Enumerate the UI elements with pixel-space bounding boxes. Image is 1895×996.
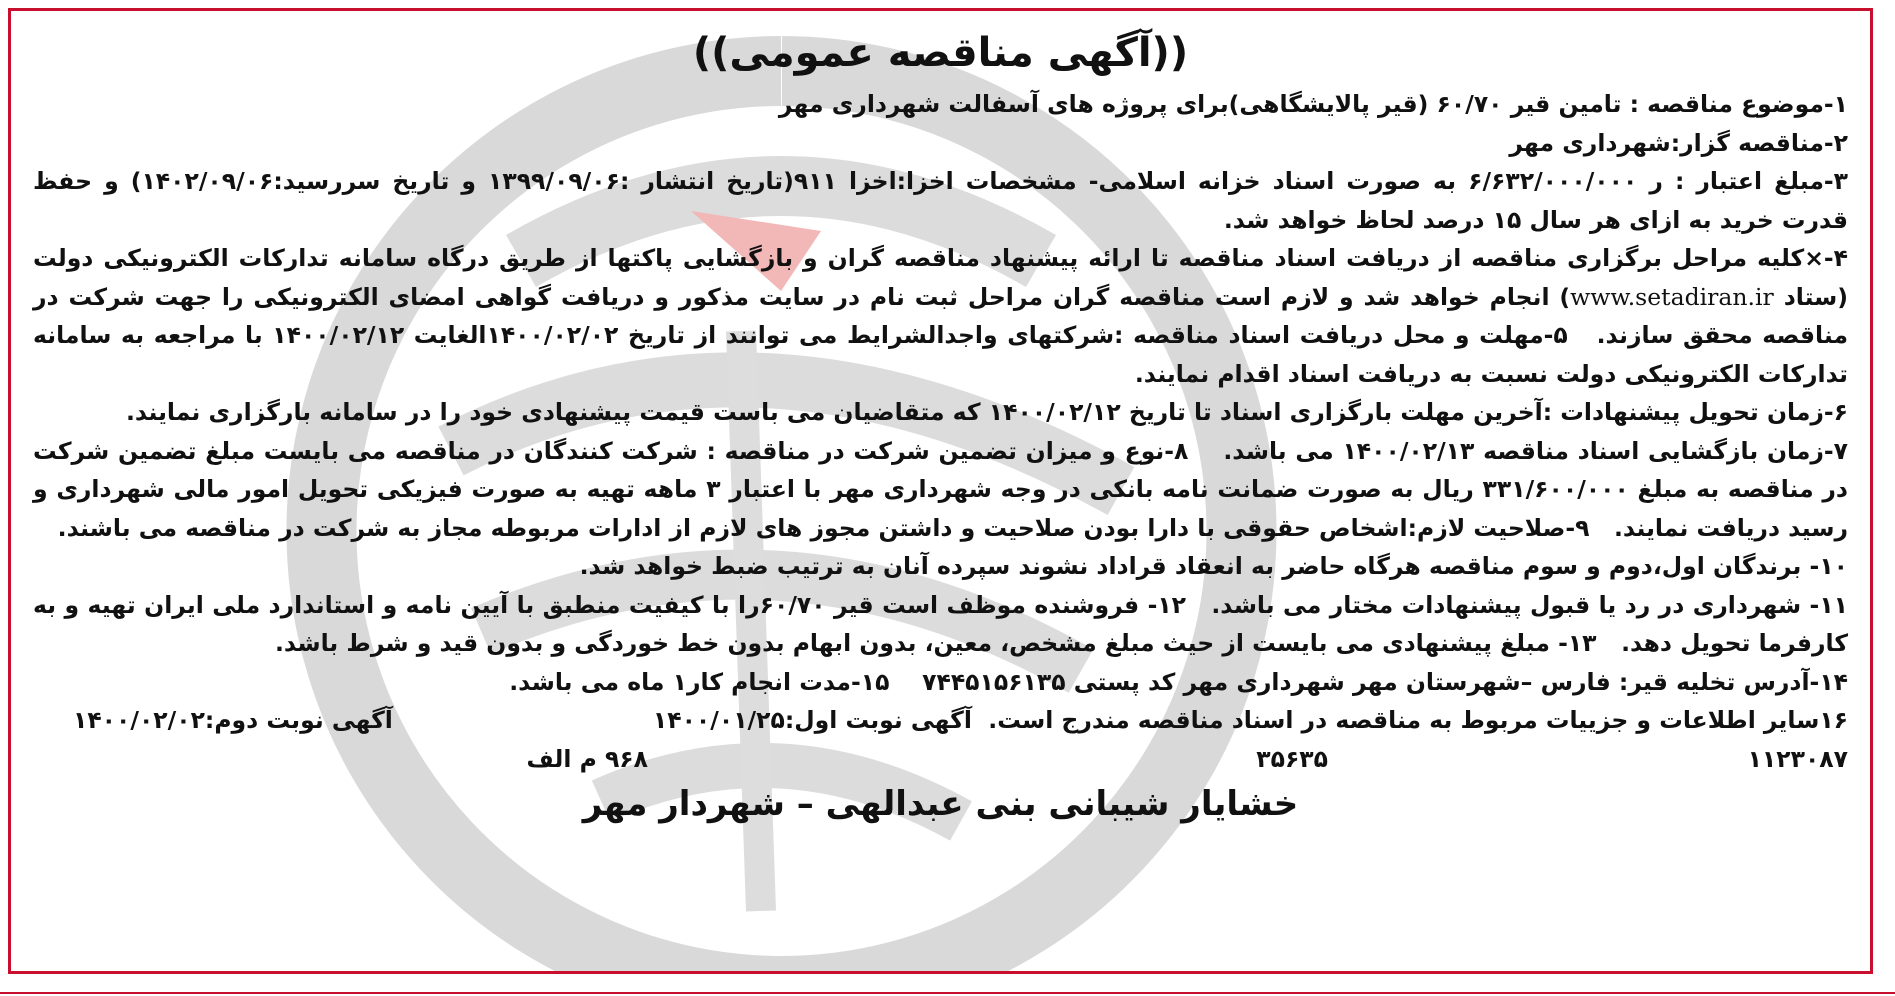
- item-11-13-conditions: [33, 586, 1848, 663]
- item-1-subject: ۱-موضوع مناقصه : تامین قیر ۶۰/۷۰ (قیر پالایشگاهی)برای پروژه های آسفالت شهرداری مهر: [778, 90, 1848, 118]
- bottom-divider: [0, 992, 1895, 994]
- item-9-qualification: ۹-صلاحیت لازم:اشخاص حقوقی با دارا بودن صلاحیت و داشتن مجوز های لازم از ادارات مربوطه مجاز به شرکت در مناقصه می باشند.: [57, 513, 1590, 542]
- item-14-15-address: [33, 663, 1848, 702]
- first-notice-date: آگهی نوبت اول:۱۴۰۰/۰۱/۲۵: [652, 706, 972, 734]
- item-14-address: ۱۴-آدرس تخلیه قیر: فارس –شهرستان مهر شهرداری مهر کد پستی ۷۴۴۵۱۵۶۱۳۵: [922, 667, 1848, 696]
- signature: خشایار شیبانی بنی عبدالهی – شهردار مهر: [582, 783, 1299, 824]
- item-13-offer: ۱۳- مبلغ پیشنهادی می بایست از حیث مبلغ مشخص، معین، بدون ابهام بدون خط خوردگی و بدون قید و شرط باشد.: [274, 629, 1597, 657]
- second-notice-date: آگهی نوبت دوم:۱۴۰۰/۰۲/۰۲: [73, 706, 393, 734]
- reference-codes-row: [33, 740, 1848, 778]
- item-5-deadline: ۵-مهلت و محل دریافت اسناد مناقصه :شرکتهای واجدالشرایط می توانند از تاریخ ۱۴۰۰/۰۲/۰۲الغایت ۱۴۰۰/۰۲/۱۲ با مراجعه به سامانه تدارکات الکترونیکی دولت نسبت به دریافت اسناد اقدام نمایند.: [33, 321, 1848, 388]
- item-12-seller: ۱۲- فروشنده موظف است قیر ۶۰/۷۰را با کیفیت منطبق با آیین نامه و استاندارد ملی ایران تهیه و به کارفرما تحویل دهد.: [33, 590, 1848, 657]
- reference-code-2: ۳۵۶۳۵: [1256, 744, 1328, 773]
- item-11-rights: ۱۱- شهرداری در رد یا قبول پیشنهادات مختار می باشد.: [1211, 590, 1848, 619]
- reference-code-3: ۹۶۸ م الف: [526, 744, 648, 773]
- item-2-tenderer: ۲-مناقصه گزار:شهرداری مهر: [1509, 128, 1848, 157]
- item-7-opening: ۷-زمان بازگشایی اسناد مناقصه ۱۴۰۰/۰۲/۱۳ می باشد.: [1223, 436, 1849, 465]
- item-7-9-opening-guarantee: [33, 432, 1848, 548]
- notice-frame: [8, 8, 1873, 974]
- reference-code-1: ۱۱۲۳۰۸۷: [1747, 744, 1848, 773]
- item-8-guarantee: ۸-نوع و میزان تضمین شرکت در مناقصه : شرکت کنندگان در مناقصه می بایست مبلغ تضمین شرکت در مناقصه به مبلغ ۳۳۱/۶۰۰/۰۰۰ ریال به صورت ضمانت نامه بانکی در وجه شهرداری مهر با اعتبار ۳ ماهه تهیه به صورت فیزیکی تحویل امور مالی شهرداری و رسید دریافت نمایند.: [33, 436, 1848, 542]
- item-4-5-procedure: [33, 239, 1848, 393]
- item-16-text: ۱۶سایر اطلاعات و جزییات مربوط به مناقصه در اسناد مناقصه مندرج است.: [988, 706, 1848, 734]
- setadiran-url: www.setadiran.ir: [1570, 282, 1774, 311]
- notice-content: [33, 21, 1848, 830]
- item-4-text-start: ۴-×کلیه مراحل برگزاری مناقصه از دریافت اسناد مناقصه تا ارائه پیشنهاد مناقصه گران و بازگشایی پاکتها از طریق درگاه سامانه تدارکات الکترونیکی دولت (ستاد: [33, 244, 1849, 311]
- item-16-details: [653, 701, 1848, 740]
- item-15-duration: ۱۵-مدت انجام کار۱ ماه می باشد.: [509, 667, 890, 696]
- item-3-budget: ۳-مبلغ اعتبار : ر ۶/۶۳۲/۰۰۰/۰۰۰ به صورت اسناد خزانه اسلامی- مشخصات اخزا:اخزا ۹۱۱(تاریخ انتشار :۱۳۹۹/۰۹/۰۶ و تاریخ سررسید:۱۴۰۲/۰۹/۰۶) و حفظ قدرت خرید به ازای هر سال ۱۵ درصد لحاظ خواهد شد.: [33, 167, 1848, 234]
- notice-dates-row: [33, 701, 1848, 740]
- item-10-winners: ۱۰- برندگان اول،دوم و سوم مناقصه هرگاه حاضر به انعقاد قراداد نشوند سپرده آنان به ترتیب ضبط خواهد شد.: [579, 552, 1848, 580]
- item-4-text-end: ) انجام خواهد شد و لازم است مناقصه گران مراحل ثبت نام در سایت مذکور و دریافت گواهی امضای الکترونیکی را جهت شرکت در مناقصه محقق سازند.: [33, 282, 1848, 349]
- item-6-submission: ۶-زمان تحویل پیشنهادات :آخرین مهلت بارگزاری اسناد تا تاریخ ۱۴۰۰/۰۲/۱۲ که متقاضیان می باست قیمت پیشنهادی خود را در سامانه بارگزاری نمایند.: [126, 398, 1848, 426]
- notice-title: ((آگهی مناقصه عمومی)): [692, 30, 1189, 76]
